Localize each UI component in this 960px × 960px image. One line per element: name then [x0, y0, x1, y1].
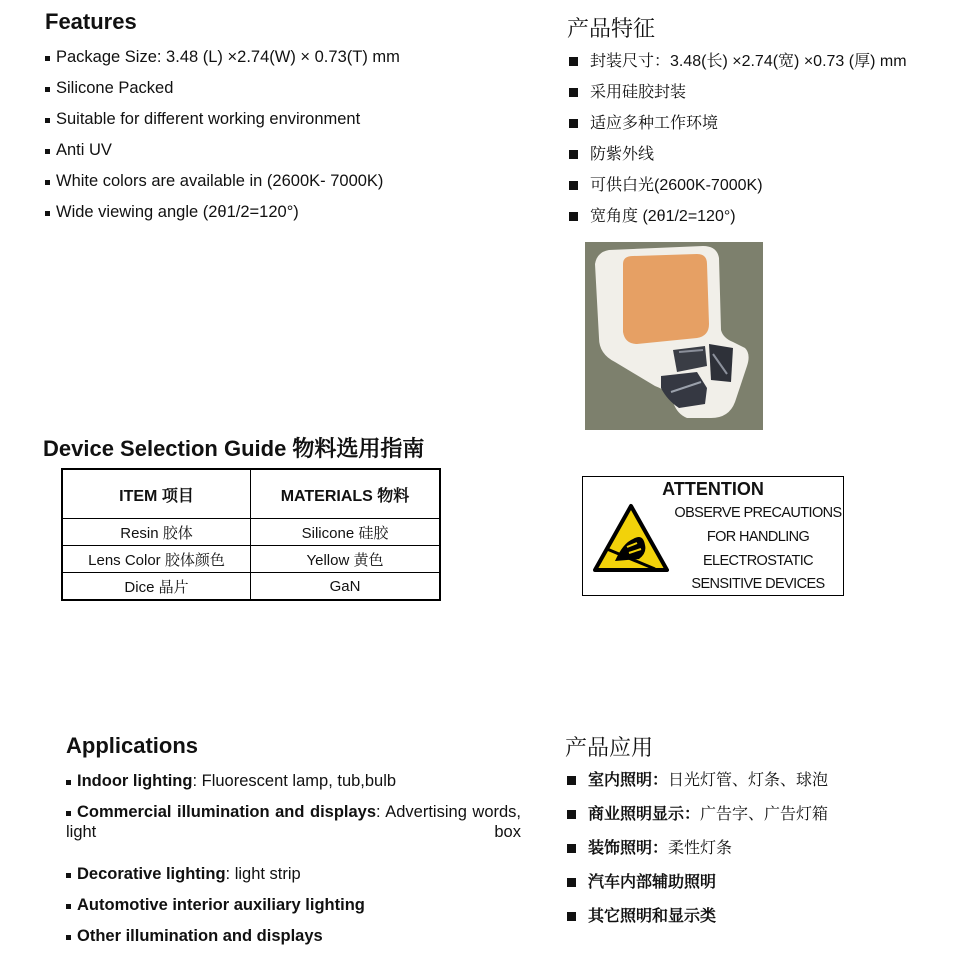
bullet-icon [66, 811, 71, 816]
bullet-icon [567, 810, 576, 819]
list-item: Wide viewing angle (2θ1/2=120°) [45, 202, 400, 233]
list-item: 装饰照明：柔性灯条 [567, 839, 828, 873]
bullet-icon [567, 776, 576, 785]
applications-title: Applications [66, 733, 199, 758]
bullet-icon [45, 211, 50, 216]
table-cell: GaN [251, 573, 441, 601]
guide-title: Device Selection Guide 物料选用指南 [43, 436, 425, 461]
bullet-icon [66, 935, 71, 940]
features-list-en [45, 47, 400, 233]
table-cell: Lens Color 胶体颜色 [62, 546, 251, 573]
header-materials: MATERIALS 物料 [251, 469, 441, 519]
applications-title-cn: 产品应用 [565, 736, 654, 761]
bullet-icon [569, 150, 578, 159]
features-list-cn [569, 52, 907, 238]
list-item: 封装尺寸：3.48(长) ×2.74(宽) ×0.73 (厚) mm [569, 52, 907, 83]
table-row [62, 519, 440, 546]
list-item: 采用硅胶封装 [569, 83, 907, 114]
list-item: Commercial illumination and displays: Advertising words, light box [66, 803, 522, 841]
list-item: Automotive interior auxiliary lighting [66, 895, 521, 926]
esd-warning-icon [593, 503, 669, 573]
table-cell: Yellow 黄色 [251, 546, 441, 573]
bullet-icon [567, 878, 576, 887]
bullet-icon [569, 88, 578, 97]
attention-line: ELECTROSTATIC [702, 553, 814, 569]
table-cell: Resin 胶体 [62, 519, 251, 546]
table-cell: Silicone 硅胶 [251, 519, 441, 546]
list-item: Other illumination and displays [66, 926, 521, 957]
bullet-icon [66, 780, 71, 785]
header-item: ITEM 项目 [62, 469, 251, 519]
bullet-icon [45, 56, 50, 61]
attention-line: OBSERVE PRECAUTIONS [674, 505, 842, 521]
features-title: Features [45, 9, 137, 34]
list-item: Indoor lighting: Fluorescent lamp, tub,bulb [66, 771, 521, 802]
features-title-cn: 产品特征 [567, 17, 656, 42]
list-item: 其它照明和显示类 [567, 907, 828, 941]
table-row [62, 546, 440, 573]
led-chip-photo [585, 242, 763, 430]
bullet-icon [45, 118, 50, 123]
bullet-icon [45, 87, 50, 92]
esd-attention-box [582, 476, 844, 596]
attention-line: SENSITIVE DEVICES [691, 576, 825, 592]
bullet-icon [66, 873, 71, 878]
list-item: White colors are available in (2600K- 7000K) [45, 171, 400, 202]
list-item: Package Size: 3.48 (L) ×2.74(W) × 0.73(T) mm [45, 47, 400, 78]
table-header-row [62, 469, 440, 519]
bullet-icon [45, 149, 50, 154]
list-item: 商业照明显示：广告字、广告灯箱 [567, 805, 828, 839]
attention-line: FOR HANDLING [706, 529, 810, 545]
table-row [62, 573, 440, 601]
list-item: Silicone Packed [45, 78, 400, 109]
list-item: Anti UV [45, 140, 400, 171]
list-item: Decorative lighting: light strip [66, 864, 521, 895]
list-item: 防紫外线 [569, 145, 907, 176]
applications-list-cn [567, 771, 828, 941]
list-item: 宽角度 (2θ1/2=120°) [569, 207, 907, 238]
bullet-icon [567, 912, 576, 921]
bullet-icon [569, 212, 578, 221]
bullet-icon [45, 180, 50, 185]
list-item: 室内照明：日光灯管、灯条、球泡 [567, 771, 828, 805]
table-cell: Dice 晶片 [62, 573, 251, 601]
bullet-icon [569, 181, 578, 190]
attention-title: ATTENTION [662, 479, 764, 499]
bullet-icon [567, 844, 576, 853]
bullet-icon [569, 57, 578, 66]
list-item: 汽车内部辅助照明 [567, 873, 828, 907]
applications-list-en [66, 771, 521, 957]
selection-guide-table [61, 468, 441, 601]
list-item: 可供白光(2600K-7000K) [569, 176, 907, 207]
list-item: Suitable for different working environment [45, 109, 400, 140]
bullet-icon [66, 904, 71, 909]
list-item: 适应多种工作环境 [569, 114, 907, 145]
bullet-icon [569, 119, 578, 128]
